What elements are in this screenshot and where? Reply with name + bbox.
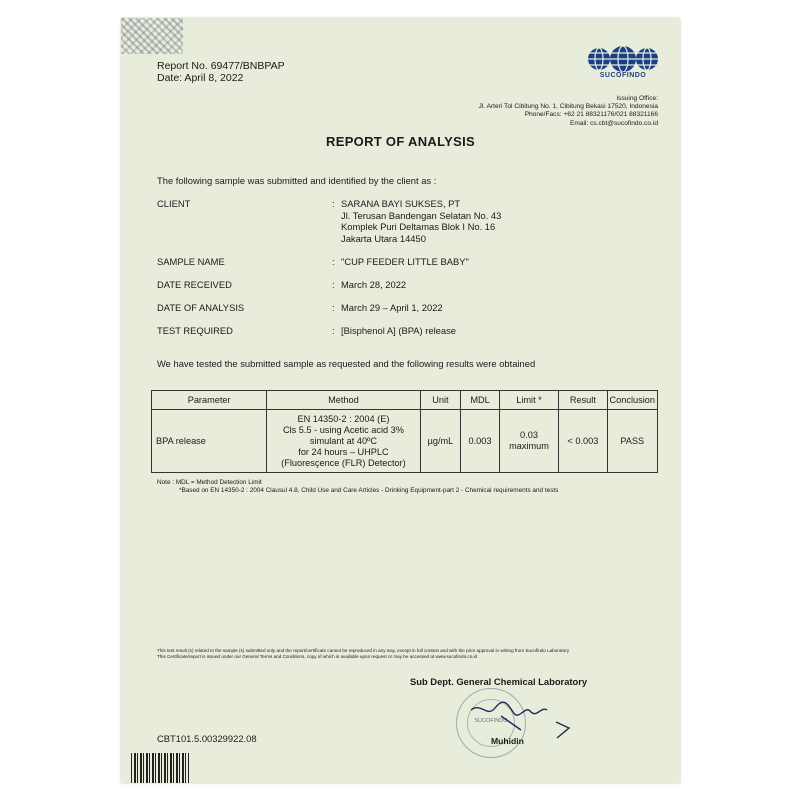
date-received-colon: : (332, 279, 335, 290)
report-number: Report No. 69477/BNBPAP (157, 60, 285, 72)
results-table (151, 390, 658, 473)
method-line-3: simulant at 40ºC (309, 435, 378, 446)
cell-unit: µg/mL (420, 410, 461, 473)
cell-result: < 0.003 (559, 410, 607, 473)
header-unit: Unit (420, 391, 461, 410)
report-date: Date: April 8, 2022 (157, 72, 244, 84)
note-basis: *Based on EN 14350-2 : 2004 Clausul 4.8, Child Use and Care Articles - Drinking Equipment-part 2 - Chemical requirements and tests (179, 487, 559, 495)
client-address-2: Komplek Puri Deltamas Blok I No. 16 (341, 221, 496, 232)
date-analysis-value: March 29 – April 1, 2022 (341, 302, 443, 313)
test-required-value: [Bisphenol A] (BPA) release (341, 325, 456, 336)
results-intro: We have tested the submitted sample as requested and the following results were obtained (157, 358, 536, 369)
disclaimer-line-2: This Certificate/report is issued under our General Terms and Conditions, copy of which is available upon request or may be accessed at www.sucofindo.co.id (157, 654, 478, 659)
client-address-3: Jakarta Utara 14450 (341, 232, 426, 244)
client-name: SARANA BAYI SUKSES, PT (341, 198, 461, 209)
office-email: Email: cs.cbt@sucofindo.co.id (569, 119, 658, 127)
cell-parameter: BPA release (152, 410, 267, 473)
client-label: CLIENT (157, 198, 191, 209)
header-result: Result (559, 391, 607, 410)
date-analysis-label: DATE OF ANALYSIS (157, 302, 245, 313)
header-method: Method (267, 391, 420, 410)
report-meta (157, 60, 285, 84)
header-limit: Limit * (499, 391, 558, 410)
note-mdl: Note : MDL = Method Detection Limit (157, 479, 262, 486)
cell-limit (499, 410, 558, 473)
method-line-4: for 24 hours – UHPLC (298, 446, 389, 457)
method-line-5: (Fluoresçence (FLR) Detector) (281, 457, 406, 468)
header-mdl: MDL (461, 391, 500, 410)
limit-qualifier: maximum (509, 441, 549, 451)
issuing-office (479, 95, 658, 128)
signer-name: Muhidin (491, 736, 524, 746)
notes (157, 479, 558, 496)
client-value (341, 198, 501, 244)
document-id: CBT101.5.00329922.08 (157, 733, 257, 744)
office-address: Jl. Arteri Tol Cibitung No. 1, Cibitung Bekasi 17520, Indonesia (478, 103, 658, 111)
date-analysis-colon: : (332, 302, 335, 313)
limit-value: 0.03 (520, 430, 538, 440)
report-title: REPORT OF ANALYSIS (326, 134, 475, 149)
sub-department: Sub Dept. General Chemical Laboratory (410, 676, 588, 687)
cell-conclusion: PASS (607, 410, 657, 473)
sample-name-colon: : (332, 256, 335, 267)
barcode (131, 753, 189, 783)
stamp-text: SUCOFINDO (474, 718, 508, 724)
cell-mdl: 0.003 (461, 410, 500, 473)
test-required-label: TEST REQUIRED (157, 325, 233, 336)
disclaimer (157, 648, 569, 660)
security-pattern (121, 18, 183, 54)
date-received-value: March 28, 2022 (341, 279, 407, 290)
client-colon: : (332, 198, 335, 209)
table-row (152, 410, 658, 473)
header-conclusion: Conclusion (607, 391, 657, 410)
date-received-label: DATE RECEIVED (157, 279, 232, 290)
header-parameter: Parameter (152, 391, 267, 410)
method-line-1: EN 14350-2 : 2004 (E) (297, 413, 390, 424)
sample-name-label: SAMPLE NAME (157, 256, 225, 267)
cell-method (267, 410, 420, 473)
sample-name-value: "CUP FEEDER LITTLE BABY" (341, 256, 469, 267)
disclaimer-line-1: This test result (s) related to the sample (s) submitted only and the report/certificate cannot be reproduced in any way, except in full context and with the prior approval in writing from Sucofindo Laboratory (157, 648, 570, 653)
client-address-1: Jl. Terusan Bandengan Selatan No. 43 (341, 209, 502, 221)
logo-wordmark: SUCOFINDO (599, 72, 647, 79)
table-header-row (152, 391, 658, 410)
report-page (121, 18, 680, 783)
office-heading: Issuing Office: (616, 95, 658, 102)
method-line-2: Cls 5.5 - using Acetic acid 3% (282, 424, 404, 435)
intro-text: The following sample was submitted and identified by the client as : (157, 175, 437, 186)
office-phone: Phone/Facs: +62 21 88321176/021 88321166 (524, 111, 658, 119)
test-required-colon: : (332, 325, 335, 336)
